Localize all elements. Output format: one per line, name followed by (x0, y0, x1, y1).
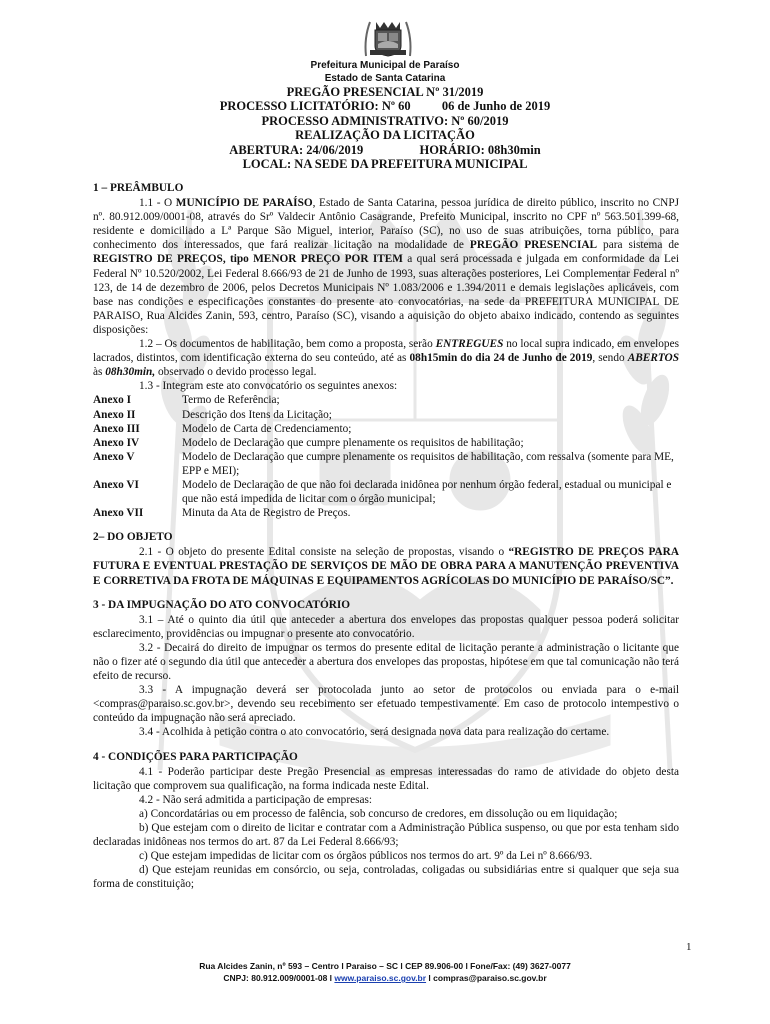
section-title-preambulo: 1 – PREÂMBULO (93, 182, 184, 194)
footer-contact: CNPJ: 80.912.009/0001-08 l www.paraiso.sc.gov.br l compras@paraiso.sc.gov.br (223, 973, 547, 983)
paragraph-1-1: 1.1 - O MUNICÍPIO DE PARAÍSO, Estado de Santa Catarina, pessoa jurídica de direito público, inscrito no CNPJ nº. 80.912.009/0001-08, através do Srº Valdecir Antônio Casagrande, Prefeito Municipal, inscrito no CPF nº 563.501.399-68, residente e domiciliado a Lª Parque São Miguel, interior, Paraíso (SC), no uso de suas atribuições, torna público, para conhecimento dos interessados, que fará realizar licitação na modalidade de PREGÃO PRESENCIAL para sistema de REGISTRO DE PREÇOS, tipo MENOR PREÇO POR ITEM a qual será processada e julgada em conformidade da Lei Federal Nº 10.520/2002, Lei Federal 8.666/93 de 21 de Junho de 1993, suas alterações posteriores, Lei Complementar Federal nº 123, de 14 de dezembro de 2006, pelos Decretos Municipais Nº 1.083/2006 e 1.394/2011 e demais legislações aplicáveis, com base nas condições e especificações constantes do presente ato convocatórias, na sede da PREFEITURA MUNICIPAL DE PARAISO, Rua Alcides Zanin, 593, centro, Paraíso (SC), visando a aquisição do objeto abaixo indicado, contendo as seguintes disposições: (93, 197, 680, 336)
annex-row: Anexo VI Modelo de Declaração de que não foi declarada inidônea por nenhum órgão federal, estadual ou municipal e que não está impedida de licitar com o órgão municipal; (93, 478, 672, 506)
document-header (0, 59, 770, 171)
section-title-objeto: 2– DO OBJETO (93, 531, 173, 544)
section-title-condicoes: 4 - CONDIÇÕES PARA PARTICIPAÇÃO (93, 750, 298, 763)
annex-row: Anexo III Modelo de Carta de Credenciamento; (93, 422, 352, 435)
paragraph-4-2-c: c) Que estejam impedidas de licitar com os órgãos públicos nos termos do art. 9º da Lei nº 8.666/93. (139, 850, 593, 863)
document-body (93, 181, 679, 892)
paragraph-3-2: 3.2 - Decairá do direito de impugnar os termos do presente edital de licitação perante a administração o licitante que não o fizer até o segundo dia útil que anteceder a abertura dos envelopes das propostas, hipótese em que tal comunicação não terá efeito de recurso. (93, 641, 679, 683)
annex-row: Anexo VII Minuta da Ata de Registro de Preços. (93, 507, 351, 520)
header-line-abertura-horario: ABERTURA: 24/06/2019 HORÁRIO: 08h30min (229, 142, 541, 157)
footer-address: Rua Alcides Zanin, nº 593 – Centro l Paraiso – SC l CEP 89.906-00 l Fone/Fax: (49) 3627-0077 (199, 961, 571, 971)
paragraph-4-2-a: a) Concordatárias ou em processo de falência, sob concurso de credores, em dissolução ou em liquidação; (139, 807, 618, 820)
annex-row: Anexo II Descrição dos Itens da Licitação; (93, 408, 332, 421)
municipality-name: Prefeitura Municipal de Paraíso (310, 60, 460, 71)
paragraph-1-3: 1.3 - Integram este ato convocatório os seguintes anexos: (139, 380, 398, 393)
paragraph-4-1: 4.1 - Poderão participar deste Pregão Presencial as empresas interessadas do ramo de atividade do objeto desta licitação que comprovem sua qualificação, na forma indicada neste Edital. (93, 765, 679, 792)
website-link[interactable]: www.paraiso.sc.gov.br (334, 973, 427, 983)
header-line-processo-administrativo: PROCESSO ADMINISTRATIVO: Nº 60/2019 (261, 113, 509, 128)
paragraph-3-4: 3.4 - Acolhida à petição contra o ato convocatório, será designada nova data para realização do certame. (139, 726, 610, 739)
document-footer (0, 960, 770, 984)
page-number: 1 (686, 941, 692, 953)
annex-row: Anexo IV Modelo de Declaração que cumpre plenamente os requisitos de habilitação; (93, 436, 524, 449)
header-line-processo-licitatorio: PROCESSO LICITATÓRIO: Nº 60 06 de Junho de 2019 (219, 99, 551, 114)
paragraph-3-1: 3.1 – Até o quinto dia útil que anteceder a abertura dos envelopes das propostas qualquer pessoa poderá solicitar esclarecimento, providências ou impugnar o presente ato convocatório. (93, 613, 679, 640)
state-name: Estado de Santa Catarina (324, 73, 446, 84)
paragraph-1-2: 1.2 – Os documentos de habilitação, bem como a proposta, serão ENTREGUES no local supra indicado, em envelopes lacrados, distintos, com identificação externa do seu conteúdo, até as 08h15min do dia 24 de Junho de 2019, sendo ABERTOS às 08h30min, observado o devido processo legal. (93, 338, 679, 379)
header-line-realizacao: REALIZAÇÃO DA LICITAÇÃO (295, 128, 475, 143)
section-title-impugnacao: 3 - DA IMPUGNAÇÃO DO ATO CONVOCATÓRIO (93, 598, 351, 611)
annex-row: Anexo I Termo de Referência; (93, 394, 280, 407)
municipal-coat-of-arms-logo (362, 18, 414, 58)
header-line-local: LOCAL: NA SEDE DA PREFEITURA MUNICIPAL (242, 157, 528, 172)
header-line-pregao: PREGÃO PRESENCIAL Nº 31/2019 (286, 85, 484, 99)
paragraph-3-3: 3.3 - A impugnação deverá ser protocolada junto ao setor de protocolos ou enviada para o e-mail <compras@paraiso.sc.gov.br>, devendo seu recebimento ser efetuado tempestivamente. Em caso de protocolo intempestivo o conteúdo da impugnação não será apreciado. (93, 684, 679, 725)
paragraph-4-2-d: d) Que estejam reunidas em consórcio, ou seja, controladas, coligadas ou subsidiárias entre si qualquer que seja sua forma de constituição; (93, 864, 679, 891)
paragraph-4-2: 4.2 - Não será admitida a participação de empresas: (139, 793, 373, 806)
paragraph-2-1: 2.1 - O objeto do presente Edital consiste na seleção de propostas, visando o “REGISTRO DE PREÇOS PARA FUTURA E EVENTUAL PRESTAÇÃO DE SERVIÇOS DE MÃO DE OBRA PARA A MANUTENÇÃO PREVENTIVA E CORRETIVA DA FROTA DE MÁQUINAS E EQUIPAMENTOS AGRÍCOLAS DO MUNICÍPIO DE PARAÍSO/SC”. (93, 546, 680, 587)
paragraph-4-2-b: b) Que estejam com o direito de licitar e contratar com a Administração Pública suspenso, ou que por esta tenham sido declaradas inidôneas nos termos do art. 87 da Lei Federal 8.666/93; (93, 822, 679, 849)
annex-row: Anexo V Modelo de Declaração que cumpre plenamente os requisitos de habilitação, com ressalva (somente para ME, EPP e MEI); (93, 450, 674, 477)
